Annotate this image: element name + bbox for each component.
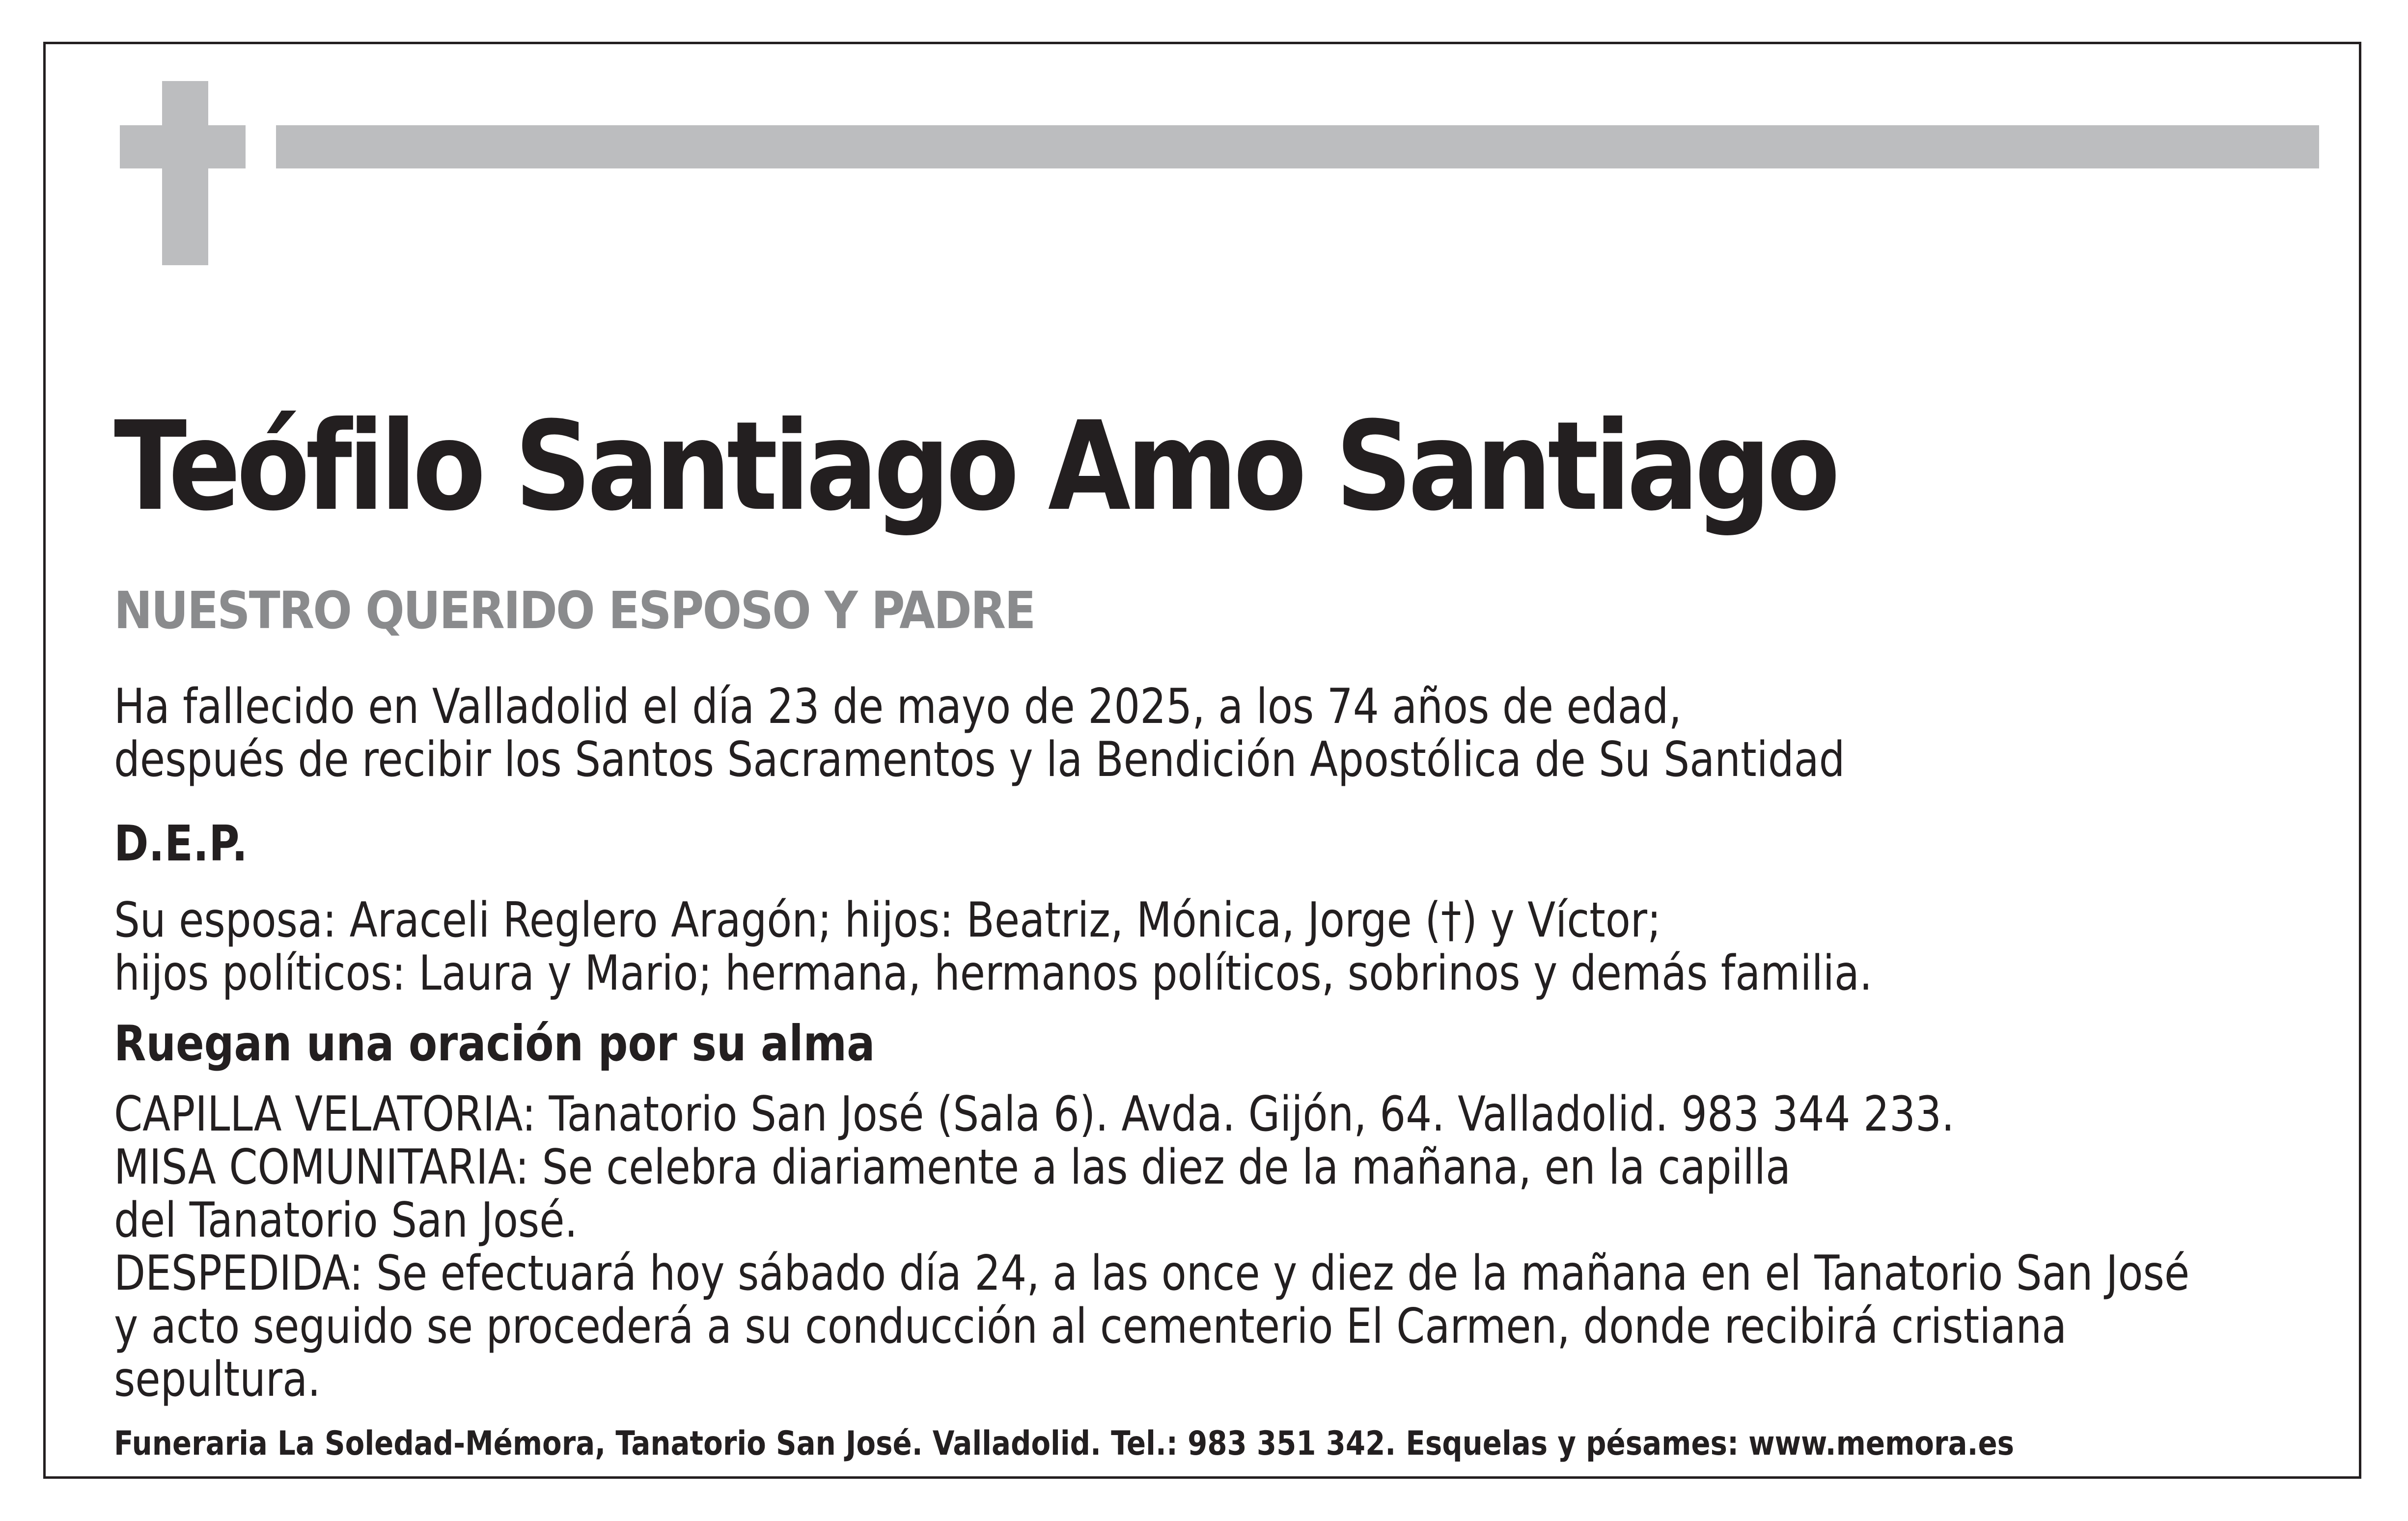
prayer-request: Ruegan una oración por su alma xyxy=(114,1015,875,1072)
cross-vertical-bar xyxy=(162,81,208,265)
cross-horizontal-bar xyxy=(120,125,246,168)
details-line: DESPEDIDA: Se efectuará hoy sábado día 24, a las once y diez de la mañana en el Tanatorio San José xyxy=(114,1245,2190,1301)
details-line: del Tanatorio San José. xyxy=(114,1192,578,1248)
details-line: MISA COMUNITARIA: Se celebra diariamente a las diez de la mañana, en la capilla xyxy=(114,1139,1791,1195)
dep-label: D.E.P. xyxy=(114,815,248,872)
family-line: hijos políticos: Laura y Mario; hermana, hermanos políticos, sobrinos y demás familia. xyxy=(114,945,1873,1001)
subtitle: NUESTRO QUERIDO ESPOSO Y PADRE xyxy=(114,581,1035,640)
header-rule xyxy=(276,125,2319,168)
footer-credit: Funeraria La Soledad-Mémora, Tanatorio San José. Valladolid. Tel.: 983 351 342. Esquelas y pésames: www.memora.es xyxy=(114,1424,2015,1463)
details-line: CAPILLA VELATORIA: Tanatorio San José (Sala 6). Avda. Gijón, 64. Valladolid. 983 344 233. xyxy=(114,1086,1955,1142)
family-line: Su esposa: Araceli Reglero Aragón; hijos: Beatriz, Mónica, Jorge (†) y Víctor; xyxy=(114,892,1661,948)
family-list xyxy=(114,894,1872,1000)
announcement-line: después de recibir los Santos Sacramentos y la Bendición Apostólica de Su Santidad xyxy=(114,732,1845,788)
service-details xyxy=(114,1088,2189,1406)
announcement xyxy=(114,680,1845,786)
details-line: y acto seguido se procederá a su conducción al cementerio El Carmen, donde recibirá cristiana xyxy=(114,1299,2067,1355)
announcement-line: Ha fallecido en Valladolid el día 23 de mayo de 2025, a los 74 años de edad, xyxy=(114,679,1682,735)
deceased-name: Teófilo Santiago Amo Santiago xyxy=(114,395,1836,538)
details-line: sepultura. xyxy=(114,1352,321,1408)
